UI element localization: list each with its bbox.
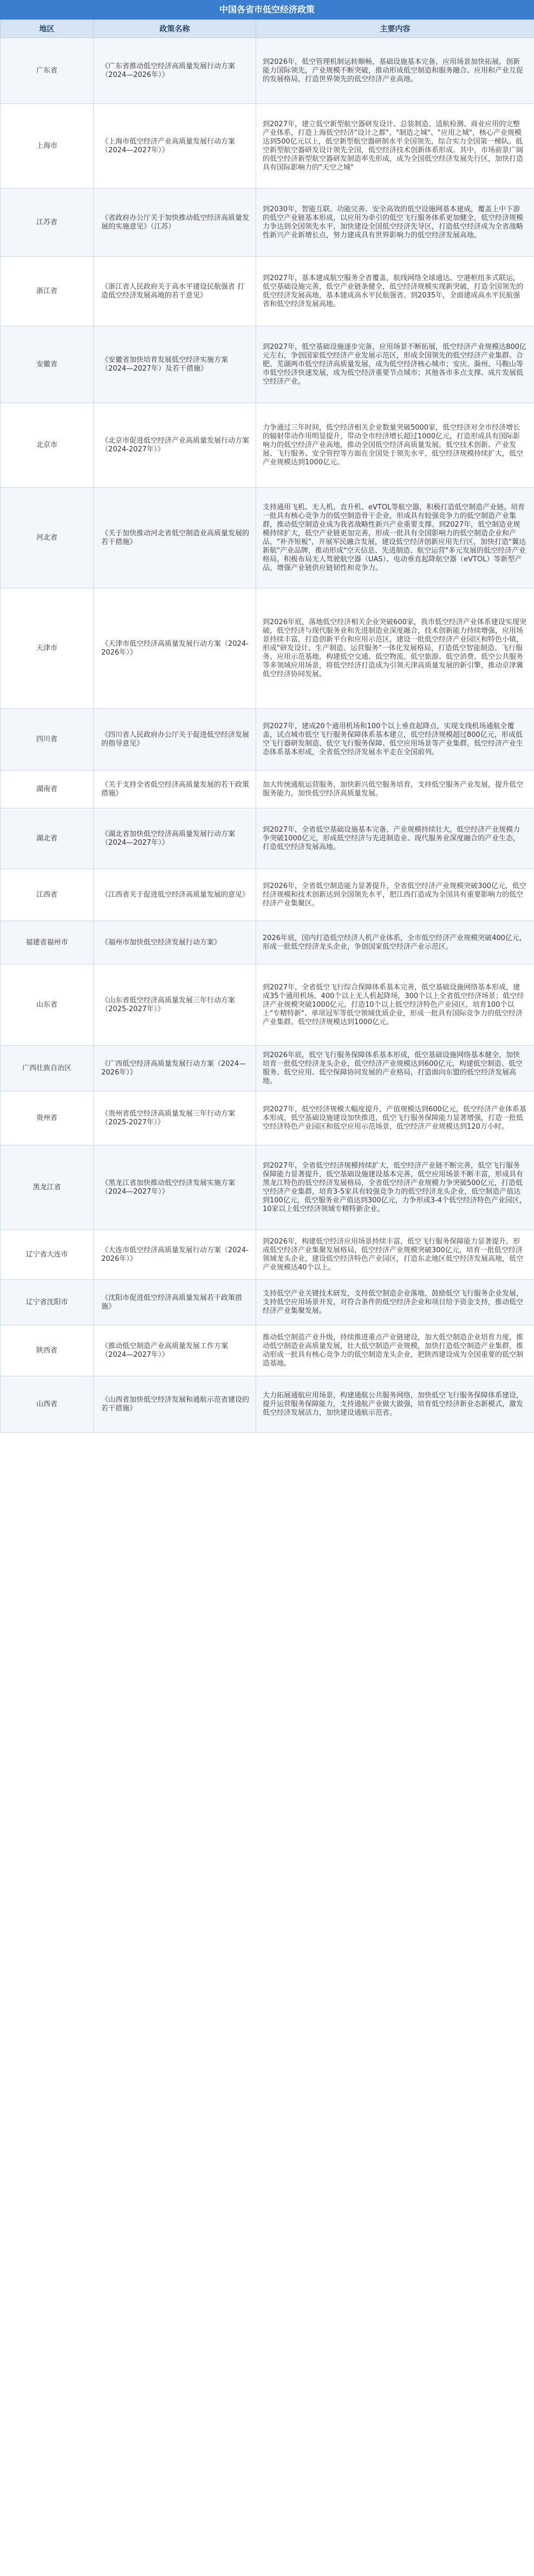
content-cell: 到2027年，低空基础设施逐步完备，应用场景不断拓展，低空经济产业规模达800亿元左右，争创国家低空经济产业发展示范区，形成全国领先的低空经济产业集群。合肥、芜湖两市低空经济高质量发展，成为低空经济核心城市；安庆、滁州、马鞍山等市低空经济快速发展，成为低空经济重要节点城市；其他各市多点支撑、成片发展低空经济产业。 [256, 326, 534, 403]
content-cell: 到2027年，低空经济规模大幅度提升，产值规模达到600亿元，低空经济产业体系基本形成，低空基础设施建设加快推进，低空飞行服务保障能力显著增强，打造一批低空经济特色产业园区和低空应用示范场景，低空经济产业规模达到120万小时。 [256, 1091, 534, 1145]
page-title: 中国各省市低空经济政策 [0, 0, 534, 20]
policy-name: 《大连市低空经济高质量发展行动方案（2024-2026年）》 [101, 1246, 249, 1263]
region-cell: 河北省 [1, 488, 94, 588]
content-cell: 2026年底，国内打造低空经济人机产业体系，全市低空经济产业规模突破400亿元，形成一批低空经济龙头企业，争创国家低空经济产业示范区。 [256, 921, 534, 965]
region-cell: 湖南省 [1, 771, 94, 808]
header-region: 地区 [1, 20, 94, 38]
table-row [1, 869, 534, 921]
region-cell: 山西省 [1, 1376, 94, 1433]
region-cell: 湖北省 [1, 808, 94, 869]
region-cell: 上海市 [1, 104, 94, 189]
table-row [1, 1376, 534, 1433]
content-cell: 到2027年，全省低空基础设施基本完备，产业规模持续壮大，低空经济产业规模力争突破1000亿元，形成低空经济与先进制造业、现代服务业深度融合的产业生态，打造低空经济发展高地。 [256, 808, 534, 869]
table-row [1, 104, 534, 189]
region-cell: 山东省 [1, 965, 94, 1046]
policy-name: 《福州市加快低空经济发展行动方案》 [101, 938, 222, 947]
policy-cell [94, 588, 256, 709]
content-cell: 到2027年，全省低空飞行综合保障体系基本完善，低空基础设施网络基本形成，建成35个通用机场、400个以上无人机起降场，300个以上全省低空经济场景；低空经济产业规模突破1000亿元，打造10个以上低空经济特色产业园区，培育100个以上"专精特新"、单项冠军等低空领域优质企业，形成一批具有国际竞争力的低空经济产业集群。低空经济规模达到1000亿元。 [256, 965, 534, 1046]
content-cell: 到2026年底，低空飞行服务保障体系基本形成，低空基础设施网络基本健全，加快培育一批低空经济龙头企业，低空经济产业规模达到600亿元，构建低空制造、低空服务、低空应用、低空保障协同发展的产业格局，打造面向东盟的低空经济发展高地。 [256, 1046, 534, 1091]
policy-cell [94, 1145, 256, 1230]
region-cell: 四川省 [1, 709, 94, 771]
content-cell: 加大传统通航运营服务，加快新兴低空服务培育，支持低空服务产业发展，提升低空服务能力，加快低空经济高质量发展。 [256, 771, 534, 808]
policy-name: 《山西省加快低空经济发展和通航示范省建设的若干措施》 [101, 1395, 250, 1413]
policy-cell [94, 1325, 256, 1376]
policy-name: 《省政府办公厅关于加快推动低空经济高质量发展的实施意见》（江苏） [101, 213, 250, 231]
content-cell: 到2027年，建立低空新型航空器研发设计、总装制造、适航检测、商业应用的完整产业体系，打造上海低空经济"设计之都"、"制造之城"、"应用之城"，核心产业规模达到500亿元以上，低空新型航空器研制水平全国领先，综合实力全国第一梯队。低空新型航空器研发设计领先全国，低空经济技术创新体系形成。其中，市场前景广阔的低空经济新型航空器研发制造率先形成，成为全国低空经济发展先行区，加快打造具有国际影响力的"天空之城" [256, 104, 534, 189]
table-header-row [1, 20, 534, 38]
table-row [1, 965, 534, 1046]
content-cell: 到2030年，智能互联、功能完善、安全高效的低空设施网基本建成，覆盖上中下游的低空产业链基本形成，以应用为牵引的低空飞行服务体系更加健全，低空经济规模力争达到全国领先水平，加快建设全国低空经济先导区，打造低空经济成为全省战略性新兴产业新增长点，努力建成具有世界影响力的低空经济发展高地。 [256, 189, 534, 257]
policy-cell [94, 808, 256, 869]
region-cell: 贵州省 [1, 1091, 94, 1145]
policy-cell [94, 257, 256, 326]
region-cell: 辽宁省大连市 [1, 1230, 94, 1280]
policy-name: 《关于加快推动河北省低空制造业高质量发展的若干措施》 [101, 529, 250, 546]
region-cell: 江西省 [1, 869, 94, 921]
policy-cell [94, 488, 256, 588]
table-row [1, 1230, 534, 1280]
policy-cell [94, 38, 256, 104]
table-row [1, 1325, 534, 1376]
policy-cell [94, 1376, 256, 1433]
content-cell: 力争通过三年时间，低空经济相关企业数量突破5000家，低空经济对全市经济增长的辐射带动作用明显提升，带动全市经济增长超过1000亿元，打造形成具有国际影响力的低空经济产业高地，推动全国低空经济高质量发展。低空技术创新、产业发展、飞行服务、安全管控等方面在全国处于领先水平，低空经济规模持续扩大，低空产业规模达到1000亿元。 [256, 403, 534, 488]
policy-table [0, 20, 534, 1433]
table-row [1, 403, 534, 488]
table-row [1, 709, 534, 771]
content-cell: 到2027年，全省低空经济规模持续扩大，低空经济产业链不断完善，低空飞行服务保障能力显著提升，低空基础设施建设基本完善，低空应用场景不断丰富，形成具有黑龙江特色的低空经济发展格局，全省低空经济产业规模力争突破500亿元，打造低空经济产业集群，培育3-5家具有较强竞争力的低空经济龙头企业，低空制造产值达到100亿元，低空服务业产值达到300亿元，力争形成3-4个低空经济特色产业园区，10家以上低空经济领域专精特新企业。 [256, 1145, 534, 1230]
policy-name: 《关于支持全省低空经济高质量发展的若干政策措施》 [101, 780, 250, 798]
policy-name: 《贵州省低空经济高质量发展三年行动方案（2025-2027年）》 [101, 1109, 236, 1127]
policy-name: 《广东省推动低空经济高质量发展行动方案（2024—2026年）》 [101, 62, 236, 79]
table-row [1, 771, 534, 808]
content-cell: 支持低空产业关键技术研发，支持低空制造企业落地，鼓励低空飞行服务企业发展，支持低空应用场景开发，对符合条件的低空经济企业和项目给予资金支持，推动低空经济产业集聚发展。 [256, 1280, 534, 1325]
region-cell: 黑龙江省 [1, 1145, 94, 1230]
region-cell: 广西壮族自治区 [1, 1046, 94, 1091]
policy-cell [94, 1046, 256, 1091]
table-row [1, 257, 534, 326]
content-cell: 推动低空制造产业升级，持续推进重点产业链建设，加大低空制造企业培育力度，推动低空制造业高质量发展，壮大低空制造产业规模，加快打造低空制造产业集群，推动形成一批具有核心竞争力的低空制造龙头企业，把陕西建设成为全国重要的低空制造基地。 [256, 1325, 534, 1376]
region-cell: 浙江省 [1, 257, 94, 326]
policy-name: 《黑龙江省加快推动低空经济发展实施方案（2024—2027年）》 [101, 1179, 236, 1196]
policy-name: 《推动低空制造产业高质量发展工作方案（2024—2027年）》 [101, 1342, 229, 1359]
table-row [1, 189, 534, 257]
content-cell: 支持通用飞机、无人机、直升机、eVTOL等航空器，积极打造低空制造产业链。培育一批具有核心竞争力的低空制造骨干企业，形成具有较强竞争力的低空制造产业集群，推动低空制造业成为我省战略性新兴产业重要支撑。到2027年，低空制造业规模持续扩大，低空产业链更加完善，形成一批具有全国影响力的低空制造企业和产品，"补齐短板"，开展军民融合发展，建设低空经济创新应用先行区，加快打造"翼达新航"产业品牌，推动形成"空天信息、先进制造、航空运营"多元发展的低空经济产业格局，积极布局无人驾驶航空器（UAS）、电动垂直起降航空器（eVTOL）等新型产品，增强产业链供应链韧性和竞争力。 [256, 488, 534, 588]
policy-cell [94, 771, 256, 808]
region-cell: 辽宁省沈阳市 [1, 1280, 94, 1325]
table-row [1, 921, 534, 965]
policy-name: 《安徽省加快培育发展低空经济实施方案（2024—2027年）及若干措施》 [101, 355, 229, 373]
table-row [1, 326, 534, 403]
policy-cell [94, 104, 256, 189]
policy-name: 《北京市促进低空经济产业高质量发展行动方案（2024-2027年）》 [101, 436, 250, 454]
content-cell: 到2027年，建成20个通用机场和100个以上垂直起降点，实现支线机场通航全覆盖，试点城市低空飞行服务保障体系基本建立，低空经济规模超过800亿元，形成低空飞行器研发制造、低空飞行服务保障、低空应用场景等产业集群，低空经济产业生态体系基本形成，全省低空经济发展水平走在全国前列。 [256, 709, 534, 771]
policy-name: 《湖北省加快低空经济高质量发展行动方案（2024—2027年）》 [101, 830, 236, 847]
content-cell: 到2026年，构建低空经济应用场景持续丰富，低空飞行服务保障能力显著提升，形成低空经济产业集聚发展格局，低空经济产业规模突破300亿元，培育一批低空经济领域龙头企业，建设低空经济特色产业园区，打造东北地区低空经济发展高地，低空产业规模达40个以上。 [256, 1230, 534, 1280]
region-cell: 陕西省 [1, 1325, 94, 1376]
policy-cell [94, 1280, 256, 1325]
policy-name: 《上海市低空经济产业高质量发展行动方案（2024—2027年）》 [101, 137, 236, 154]
policy-name: 《四川省人民政府办公厅关于促进低空经济发展的指导意见》 [101, 730, 250, 748]
policy-name: 《沈阳市促进低空经济高质量发展若干政策措施》 [101, 1293, 243, 1311]
region-cell: 江苏省 [1, 189, 94, 257]
region-cell: 福建省福州市 [1, 921, 94, 965]
table-row [1, 808, 534, 869]
policy-cell [94, 189, 256, 257]
policy-name: 《广西低空经济高质量发展行动方案（2024—2026年）》 [101, 1059, 246, 1077]
policy-name: 《山东省低空经济高质量发展三年行动方案（2025-2027年）》 [101, 996, 236, 1013]
policy-cell [94, 326, 256, 403]
table-row [1, 1280, 534, 1325]
policy-cell [94, 1230, 256, 1280]
policy-cell [94, 921, 256, 965]
region-cell: 天津市 [1, 588, 94, 709]
policy-cell [94, 1091, 256, 1145]
policy-cell [94, 965, 256, 1046]
table-row [1, 1145, 534, 1230]
content-cell: 到2026年，全省低空制造能力显著提升，全省低空经济产业规模突破300亿元，低空经济规模和技术创新达到全国领先水平，把江西打造成为全国具有重要影响力的低空经济产业集聚区。 [256, 869, 534, 921]
header-content: 主要内容 [256, 20, 534, 38]
table-row [1, 1091, 534, 1145]
region-cell: 广东省 [1, 38, 94, 104]
region-cell: 北京市 [1, 403, 94, 488]
table-row [1, 488, 534, 588]
policy-name: 《江西省关于促进低空经济高质量发展的意见》 [101, 890, 250, 899]
content-cell: 到2026年底，落地低空经济相关企业突破600家，我市低空经济产业体系建设实现突破，低空经济与现代服务业和先进制造业深度融合，技术创新能力持续增强，应用场景持续丰富，打造创新平台和应用示范区，建设一批低空经济产业园区和特色小镇，形成"研发设计、生产制造、运营服务"一体化发展格局，打造低空智能制造、飞行服务、应用示范基地，构建低空交通、低空物流、低空旅游、低空消费、低空公共服务等多领域应用场景，将低空经济打造成为引领天津高质量发展的新引擎，推动京津冀低空经济协同发展。 [256, 588, 534, 709]
table-body [1, 38, 534, 1433]
header-policy: 政策名称 [94, 20, 256, 38]
table-row [1, 588, 534, 709]
policy-cell [94, 869, 256, 921]
content-cell: 大力拓展通航应用场景，构建通航公共服务网络，加快低空飞行服务保障体系建设，提升运营服务保障能力，支持通航产业做大做强，培育低空经济新业态新模式，激发低空经济发展活力，加快建设通航示范省。 [256, 1376, 534, 1433]
policy-name: 《天津市低空经济高质量发展行动方案（2024-2026年）》 [101, 639, 249, 657]
table-row [1, 1046, 534, 1091]
region-cell: 安徽省 [1, 326, 94, 403]
content-cell: 到2027年，基本建成航空服务全省覆盖，航线网络全球通达、空港枢纽多式联运，低空基础设施完善，低空产业链条健全，低空经济规模实现新突破，打造全国领先的低空经济发展高地，基本建成高水平民航强省。到2035年，全面建成高水平民航强省和低空经济发展高地。 [256, 257, 534, 326]
policy-cell [94, 709, 256, 771]
table-row [1, 38, 534, 104]
policy-name: 《浙江省人民政府关于高水平建设民航强省 打造低空经济发展高地的若干意见》 [101, 282, 245, 300]
policy-cell [94, 403, 256, 488]
content-cell: 到2026年，低空管理机制运转顺畅，基础设施基本完备，应用场景加快拓展，创新能力国际领先，产业规模不断突破，推动形成低空制造和服务融合、应用和产业互促的发展格局，打造世界领先的低空经济产业高地。 [256, 38, 534, 104]
